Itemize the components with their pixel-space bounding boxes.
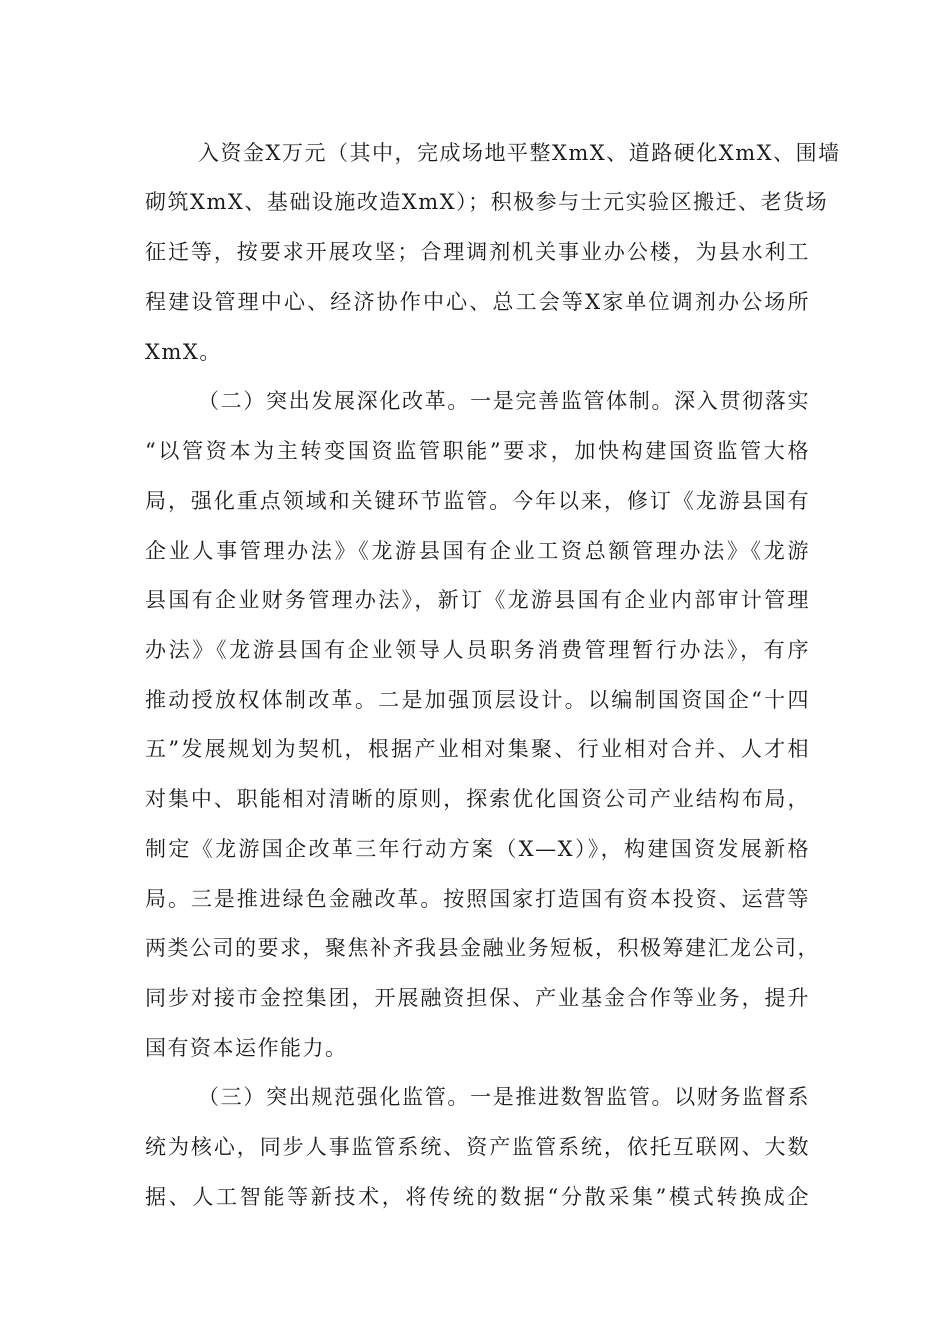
paragraph-2-line-7: 推动授放权体制改革。二是加强顶层设计。以编制国资国企“十四	[145, 688, 810, 712]
paragraph-3-line-3: 据、人工智能等新技术，将传统的数据“分散采集”模式转换成企	[145, 1185, 810, 1209]
paragraph-3-line-2: 统为核心，同步人事监管系统、资产监管系统，依托互联网、大数	[145, 1135, 810, 1159]
paragraph-1-line-3: 征迁等，按要求开展攻坚；合理调剂机关事业办公楼，为县水利工	[145, 240, 810, 264]
paragraph-2-line-4: 企业人事管理办法》《龙游县国有企业工资总额管理办法》《龙游	[145, 539, 810, 563]
paragraph-2-line-11: 局。三是推进绿色金融改革。按照国家打造国有资本投资、运营等	[145, 887, 810, 911]
paragraph-2-line-12: 两类公司的要求，聚焦补齐我县金融业务短板，积极筹建汇龙公司，	[145, 936, 820, 960]
paragraph-1-line-1: 入资金X万元（其中，完成场地平整XmX、道路硬化XmX、围墙	[198, 141, 841, 165]
paragraph-3-line-1: （三）突出规范强化监管。一是推进数智监管。以财务监督系	[198, 1085, 810, 1109]
paragraph-2-line-2: “以管资本为主转变国资监管职能”要求，加快构建国资监管大格	[145, 439, 810, 463]
paragraph-1-line-5: XmX。	[145, 340, 222, 364]
paragraph-2-line-10: 制定《龙游国企改革三年行动方案（X—X）》，构建国资发展新格	[145, 837, 810, 861]
paragraph-2-line-5: 县国有企业财务管理办法》，新订《龙游县国有企业内部审计管理	[145, 588, 810, 612]
paragraph-2-line-13: 同步对接市金控集团，开展融资担保、产业基金合作等业务，提升	[145, 986, 810, 1010]
paragraph-2-line-1: （二）突出发展深化改革。一是完善监管体制。深入贯彻落实	[198, 389, 810, 413]
paragraph-2-line-9: 对集中、职能相对清晰的原则，探索优化国资公司产业结构布局，	[145, 787, 810, 811]
paragraph-2-line-14: 国有资本运作能力。	[145, 1036, 348, 1060]
paragraph-2-line-6: 办法》《龙游县国有企业领导人员职务消费管理暂行办法》，有序	[145, 638, 810, 662]
paragraph-2-line-8: 五”发展规划为契机，根据产业相对集聚、行业相对合并、人才相	[145, 737, 810, 761]
paragraph-2-line-3: 局，强化重点领域和关键环节监管。今年以来，修订《龙游县国有	[145, 489, 810, 513]
paragraph-1-line-4: 程建设管理中心、经济协作中心、总工会等X家单位调剂办公场所	[145, 290, 810, 314]
paragraph-1-line-2: 砌筑XmX、基础设施改造XmX）；积极参与士元实验区搬迁、老货场	[145, 190, 829, 214]
